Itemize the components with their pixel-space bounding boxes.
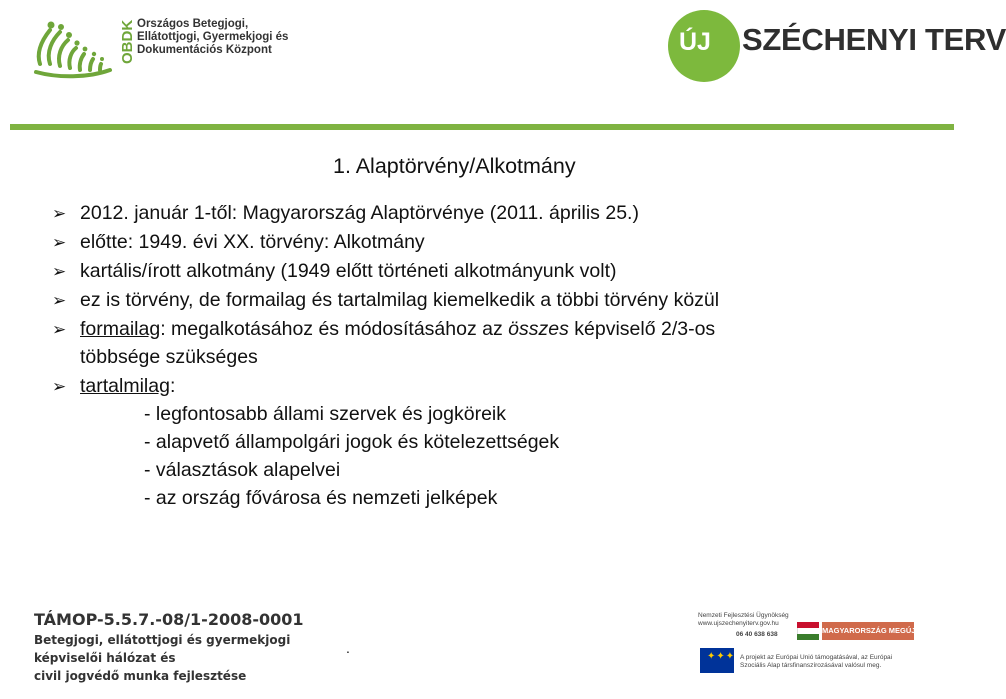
bullet-item-content xyxy=(52,375,175,403)
nfu-phone: 06 40 638 638 xyxy=(736,631,778,638)
obdk-line: Dokumentációs Központ xyxy=(137,44,272,56)
project-info xyxy=(34,610,304,685)
eu-note-line: Szociális Alap társfinanszírozásával valósul meg. xyxy=(740,662,882,669)
content-colon: : xyxy=(169,375,176,397)
bullet-item xyxy=(52,260,617,288)
obdk-name xyxy=(137,18,288,57)
uj-circle-label: ÚJ xyxy=(679,28,711,56)
formal-italic: összes xyxy=(508,318,569,340)
project-line: civil jogvédő munka fejlesztése xyxy=(34,669,247,683)
eu-note-line: A projekt az Európai Unió támogatásával, az Európai xyxy=(740,654,893,661)
bullet-text: előtte: 1949. évi XX. törvény: Alkotmány xyxy=(80,231,425,253)
nfu-website: www.ujszechenyiterv.gov.hu xyxy=(698,620,779,627)
obdk-line: Országos Betegjogi, xyxy=(137,18,249,30)
content-item: - legfontosabb állami szervek és jogköreik xyxy=(144,403,507,425)
content-label: tartalmilag xyxy=(80,375,170,397)
obdk-line: Ellátottjogi, Gyermekjogi és xyxy=(137,31,289,43)
nfu-name: Nemzeti Fejlesztési Ügynökség xyxy=(698,612,789,619)
content-item: - alapvető állampolgári jogok és kötelezettségek xyxy=(144,431,560,453)
eu-flag-icon: ✦✦✦ xyxy=(700,648,734,673)
nfu-eu-block xyxy=(692,604,924,684)
project-line: Betegjogi, ellátottjogi és gyermekjogi xyxy=(34,633,291,647)
arrow-bullet-icon: ➢ xyxy=(52,320,67,339)
arrow-bullet-icon: ➢ xyxy=(52,291,67,310)
hungarian-flag-icon xyxy=(797,622,819,640)
project-code: TÁMOP-5.5.7.-08/1-2008-0001 xyxy=(34,610,304,629)
bullet-item xyxy=(52,231,425,259)
bullet-text: ez is törvény, de formailag és tartalmilag kiemelkedik a többi törvény közül xyxy=(80,289,720,311)
content-item: - választások alapelvei xyxy=(144,459,341,481)
bullet-text: 2012. január 1-től: Magyarország Alaptörvénye (2011. április 25.) xyxy=(80,202,639,224)
bullet-item-formal xyxy=(52,318,715,346)
obdk-vertical-label: OBDK xyxy=(119,19,136,64)
arrow-bullet-icon: ➢ xyxy=(52,233,67,252)
slide-title: 1. Alaptörvény/Alkotmány xyxy=(333,154,576,178)
bullet-item xyxy=(52,289,719,317)
bullet-item xyxy=(52,202,639,230)
content-item: - az ország fővárosa és nemzeti jelképek xyxy=(144,487,498,509)
uj-title: SZÉCHENYI TERV xyxy=(742,22,1006,57)
formal-label: formailag xyxy=(80,318,161,340)
arrow-bullet-icon: ➢ xyxy=(52,204,67,223)
header-divider xyxy=(10,124,954,130)
magyarorszag-megujul-badge: MAGYARORSZÁG MEGÚJUL xyxy=(822,622,914,640)
formal-continuation: többsége szükséges xyxy=(80,346,258,368)
formal-text: : megalkotásához és módosításához az xyxy=(160,318,509,340)
arrow-bullet-icon: ➢ xyxy=(52,377,67,396)
bullet-text: kartális/írott alkotmány (1949 előtt történeti alkotmányunk volt) xyxy=(80,260,617,282)
footer-dot: . xyxy=(346,640,350,656)
project-line: képviselői hálózat és xyxy=(34,651,176,665)
formal-text-after: képviselő 2/3-os xyxy=(568,318,716,340)
arrow-bullet-icon: ➢ xyxy=(52,262,67,281)
